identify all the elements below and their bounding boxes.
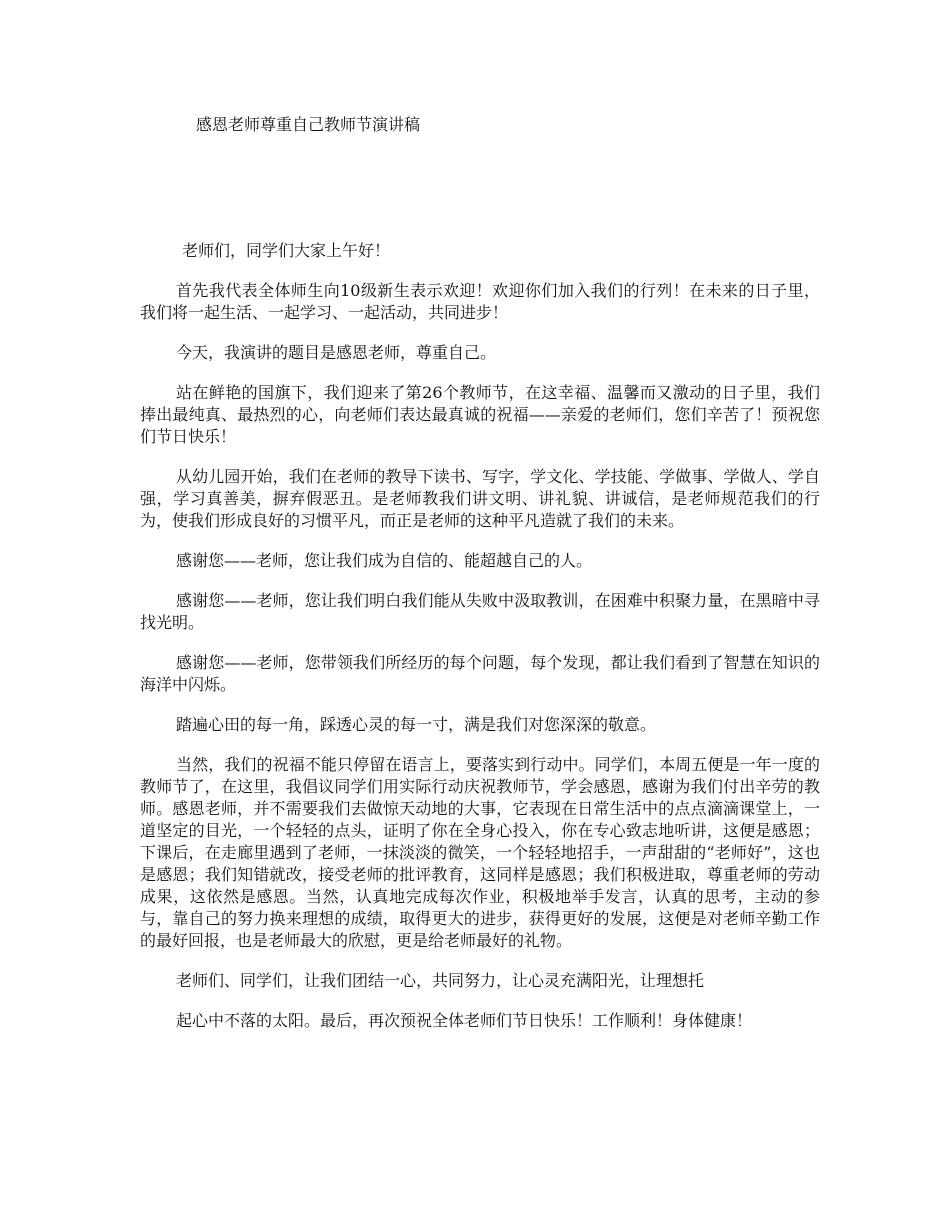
paragraph-closing: 起心中不落的太阳。最后，再次预祝全体老师们节日快乐！工作顺利！身体健康！	[176, 1011, 753, 1030]
paragraph-teachers-day: 站在鲜艳的国旗下，我们迎来了第26个教师节，在这幸福、温馨而又激动的日子里，我们捧出最纯真、最热烈的心，向老师们表达最真诚的祝福——亲爱的老师们，您们辛苦了！预祝您们节日快乐！	[140, 383, 820, 446]
paragraph-action: 当然，我们的祝福不能只停留在语言上，要落实到行动中。同学们，本周五便是一年一度的教师节了，在这里，我倡议同学们用实际行动庆祝教师节，学会感恩，感谢为我们付出辛劳的教师。感恩老师，并不需要我们去做惊天动地的大事，它表现在日常生活中的点点滴滴课堂上，一道坚定的目光，一个轻轻的点头，证明了你在全身心投入，你在专心致志地听讲，这便是感恩；下课后，在走廊里遇到了老师，一抹淡淡的微笑，一个轻轻地招手，一声甜甜的“老师好”，这也是感恩；我们知错就改，接受老师的批评教育，这同样是感恩；我们积极进取，尊重老师的劳动成果，这依然是感恩。当然，认真地完成每次作业，积极地举手发言，认真的思考，主动的参与，靠自己的努力换来理想的成绩，取得更大的进步，获得更好的发展，这便是对老师辛勤工作的最好回报，也是老师最大的欣慰，更是给老师最好的礼物。	[140, 755, 820, 950]
document-title: 感恩老师尊重自己教师节演讲稿	[196, 115, 421, 134]
paragraph-greeting: 老师们，同学们大家上午好！	[182, 241, 391, 260]
paragraph-welcome: 首先我代表全体师生向10级新生表示欢迎！欢迎你们加入我们的行列！在未来的日子里，我们将一起生活、一起学习、一起活动，共同进步！	[140, 281, 820, 322]
paragraph-respect: 踏遍心田的每一角，踩透心灵的每一寸，满是我们对您深深的敬意。	[176, 715, 657, 734]
document-body	[140, 240, 820, 1050]
paragraph-unite: 老师们、同学们，让我们团结一心，共同努力，让心灵充满阳光，让理想托	[176, 971, 705, 990]
paragraph-thanks-2: 感谢您——老师，您让我们明白我们能从失败中汲取教训，在困难中积聚力量，在黑暗中寻找光明。	[140, 591, 820, 632]
paragraph-thanks-3: 感谢您——老师，您带领我们所经历的每个问题，每个发现，都让我们看到了智慧在知识的海洋中闪烁。	[140, 653, 820, 694]
paragraph-kindergarten: 从幼儿园开始，我们在老师的教导下读书、写字，学文化、学技能、学做事、学做人、学自强，学习真善美，摒弃假恶丑。是老师教我们讲文明、讲礼貌、讲诚信，是老师规范我们的行为，使我们形成良好的习惯平凡，而正是老师的这种平凡造就了我们的未来。	[140, 467, 820, 530]
paragraph-topic: 今天，我演讲的题目是感恩老师，尊重自己。	[176, 343, 497, 362]
paragraph-thanks-1: 感谢您——老师，您让我们成为自信的、能超越自己的人。	[176, 551, 593, 570]
